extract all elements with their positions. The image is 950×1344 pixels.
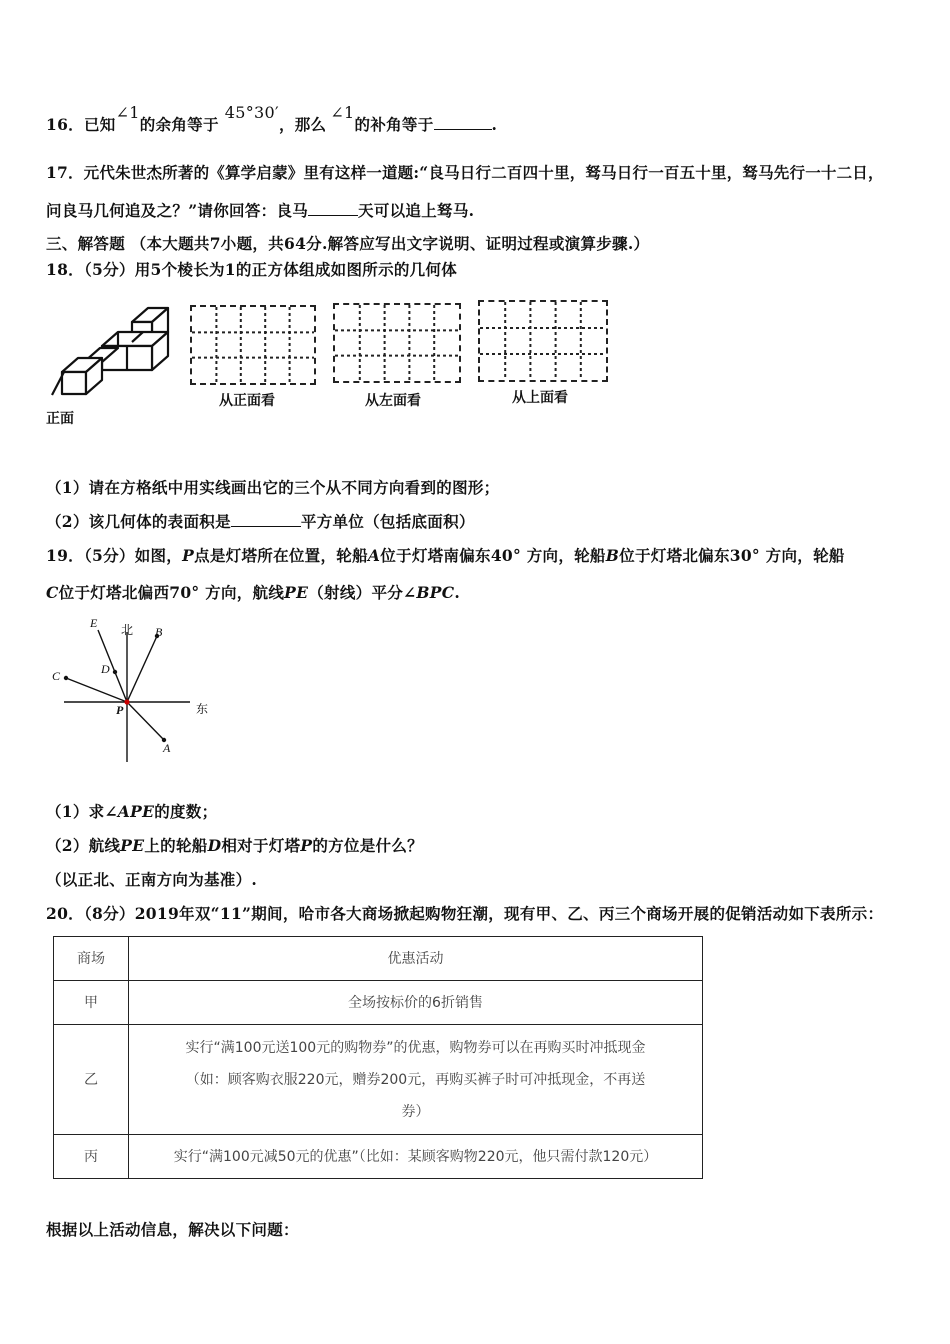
table-row: [54, 981, 703, 1025]
q19-var-B: B: [605, 546, 620, 565]
question-20-stem: 20．（8分）2019年双“11”期间，哈市各大商场掀起购物狂潮，现有甲、乙、丙三个商场开展的促销活动如下表所示：: [46, 904, 884, 923]
view-label-front: 从正面看: [219, 393, 275, 409]
question-16: [46, 103, 498, 135]
view-label-top: 从上面看: [512, 390, 568, 406]
q19-var-P: P: [182, 546, 195, 565]
q19-text-b: 点是灯塔所在位置，轮船: [194, 546, 368, 565]
q16-end: .: [491, 115, 498, 134]
q16-angle1: ∠1: [115, 103, 140, 122]
q19-var-PE: PE: [284, 583, 309, 602]
question-19-line1: [46, 544, 845, 566]
q20-after: 根据以上活动信息，解决以下问题：: [46, 1220, 299, 1239]
question-18-stem: 18．（5分）用5个棱长为1的正方体组成如图所示的几何体: [46, 260, 458, 279]
label-D: D: [101, 662, 110, 676]
point-D: [113, 670, 117, 674]
q19-text-a: 19．（5分）如图，: [46, 546, 183, 565]
label-P: P: [116, 703, 124, 717]
q18-answer-blank[interactable]: [231, 525, 301, 527]
grid-top-view[interactable]: [478, 300, 608, 382]
q16-prefix: 16．已知: [46, 115, 116, 134]
q19-text-c: 位于灯塔南偏东40° 方向，轮船: [380, 546, 606, 565]
table-row: [54, 1135, 703, 1179]
q19-text-e: 位于灯塔北偏西70° 方向，航线: [58, 583, 285, 602]
ray-PA: [127, 702, 164, 740]
q19-sub1: [46, 800, 217, 822]
header-activity: 优惠活动: [129, 937, 703, 981]
q19-text-end: .: [454, 583, 461, 602]
q16-angle-value: 45°30′: [224, 103, 279, 122]
question-17-line2: [46, 199, 474, 221]
q18-sub2-suffix: 平方单位（包括底面积）: [300, 512, 475, 531]
bearing-diagram: [40, 610, 230, 770]
store-bing: 丙: [54, 1135, 129, 1179]
q19-text-d: 位于灯塔北偏东30° 方向，轮船: [619, 546, 845, 565]
point-C: [64, 676, 68, 680]
view-label-left: 从左面看: [365, 393, 421, 409]
promotion-table: [53, 936, 703, 1179]
activity-yi-line2: （如：顾客购衣服220元，赠券200元，再购买裤子时可冲抵现金，不再送: [185, 1071, 646, 1088]
label-north: 北: [121, 623, 134, 637]
q19-sub2-D: D: [207, 836, 222, 855]
q19-text-f: （射线）平分∠: [308, 583, 417, 602]
q19-sub2-PE: PE: [120, 836, 145, 855]
header-store: 商场: [54, 937, 129, 981]
q16-suffix: 的补角等于: [354, 115, 434, 134]
store-jia: 甲: [54, 981, 129, 1025]
q19-sub2: [46, 834, 423, 856]
q19-sub2-c: 相对于灯塔: [221, 836, 301, 855]
question-17-line1: 17．元代朱世杰所著的《算学启蒙》里有这样一道题:“良马日行二百四十里，驽马日行一百五十里，驽马先行一十二日，: [46, 163, 884, 182]
q19-sub2-a: （2）航线: [46, 836, 121, 855]
q16-answer-blank[interactable]: [434, 128, 492, 130]
q16-then: ，那么: [278, 115, 327, 134]
activity-yi-line1: 实行“满100元送100元的购物券”的优惠，购物券可以在再购买时冲抵现金: [185, 1039, 646, 1056]
point-P: [124, 699, 129, 704]
q19-var-BPC: BPC: [416, 583, 455, 602]
ray-PC: [66, 678, 127, 702]
table-row: [54, 1025, 703, 1135]
q19-var-A: A: [367, 546, 381, 565]
front-label: 正面: [46, 411, 74, 427]
q17-answer-blank[interactable]: [308, 214, 358, 216]
q19-sub2-P: P: [300, 836, 313, 855]
activity-jia: 全场按标价的6折销售: [129, 981, 703, 1025]
grid-left-view[interactable]: [333, 303, 461, 383]
activity-yi-line3: 券）: [401, 1103, 430, 1120]
table-header-row: [54, 937, 703, 981]
q18-sub2-prefix: （2）该几何体的表面积是: [46, 512, 231, 531]
section-3-heading: 三、解答题 （本大题共7小题，共64分.解答应写出文字说明、证明过程或演算步骤.）: [46, 234, 650, 253]
grid-front-view[interactable]: [190, 305, 316, 385]
activity-bing: 实行“满100元减50元的优惠”（比如：某顾客购物220元，他只需付款120元）: [129, 1135, 703, 1179]
cube-solid-figure: [44, 300, 174, 400]
q16-angle1b: ∠1: [330, 103, 355, 122]
q19-sub1-b: 的度数；: [154, 802, 218, 821]
q19-sub1-APE: APE: [117, 802, 155, 821]
store-yi: 乙: [54, 1025, 129, 1135]
label-east: 东: [196, 702, 209, 716]
q19-sub2-b: 上的轮船: [144, 836, 208, 855]
q18-sub1: （1）请在方格纸中用实线画出它的三个从不同方向看到的图形；: [46, 478, 500, 497]
q17-line2-prefix: 问良马几何追及之？”请你回答：良马: [46, 201, 309, 220]
ray-PB: [127, 636, 157, 702]
q16-mid: 的余角等于: [139, 115, 219, 134]
q19-var-C: C: [46, 583, 59, 602]
q19-sub2-d: 的方位是什么？: [312, 836, 423, 855]
question-19-line2: [46, 581, 460, 603]
q19-note: （以正北、正南方向为基准）.: [46, 870, 258, 889]
label-C: C: [52, 669, 61, 683]
label-B: B: [155, 625, 163, 639]
activity-yi: [129, 1025, 703, 1135]
q18-sub2: [46, 510, 475, 532]
label-A: A: [163, 741, 171, 755]
q19-sub1-a: （1）求∠: [46, 802, 118, 821]
label-E: E: [90, 616, 98, 630]
q17-line2-suffix: 天可以追上驽马.: [358, 201, 475, 220]
